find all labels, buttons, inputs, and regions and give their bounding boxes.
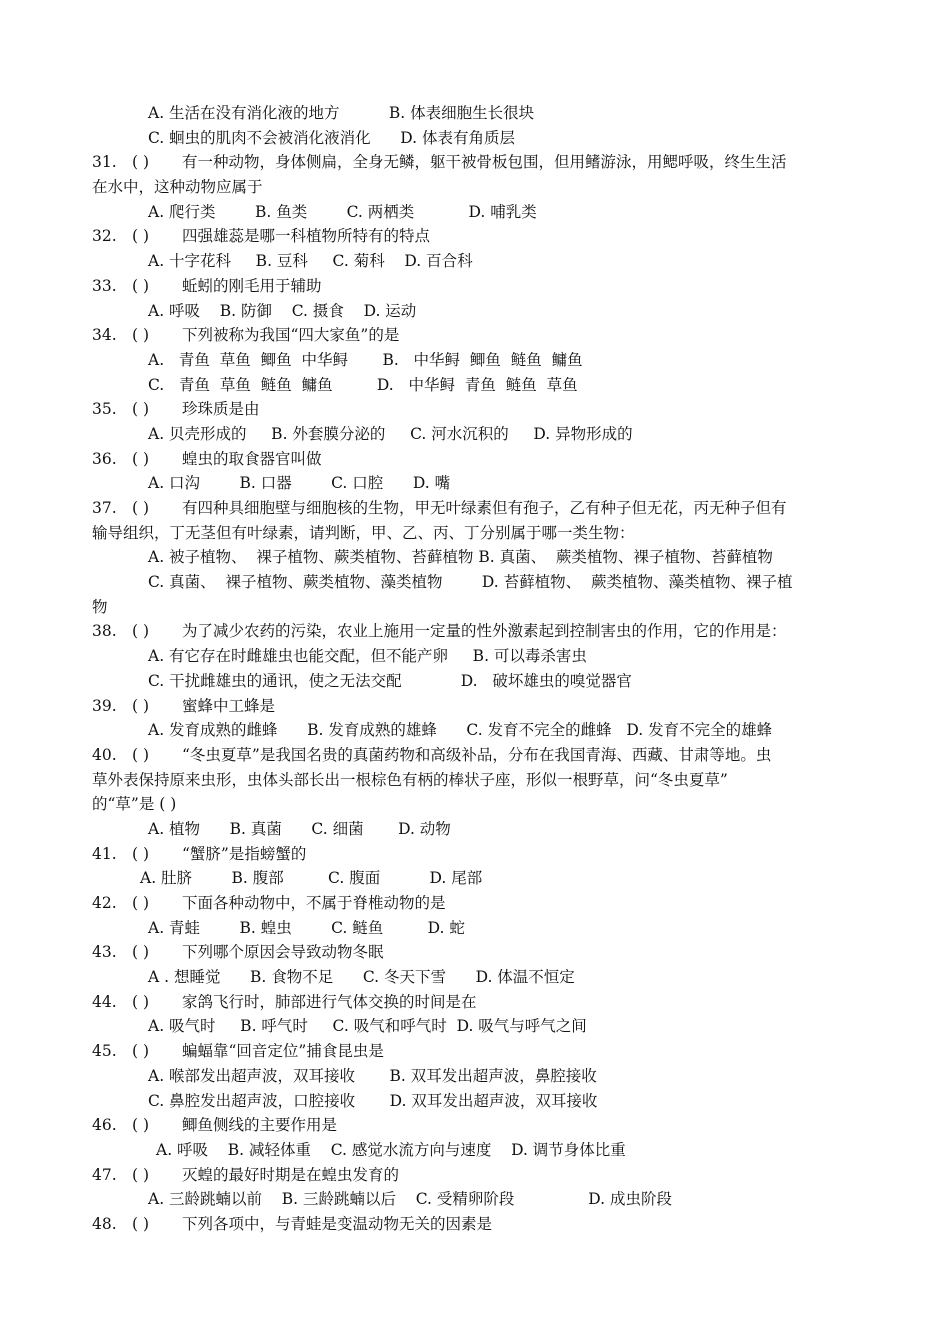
question-number: 42. [92, 894, 117, 912]
answer-options: A. 青蛙 B. 蝗虫 C. 鲢鱼 D. 蛇 [148, 918, 465, 937]
answer-options: A. 有它存在时雌雄虫也能交配，但不能产卵 B. 可以毒杀害虫 [148, 647, 587, 666]
answer-options: A. 生活在没有消化液的地方 B. 体表细胞生长很块 [148, 104, 535, 122]
text-wrap-line: 物 [92, 597, 108, 616]
question-text: 鲫鱼侧线的主要作用是 [182, 1116, 338, 1135]
question-line [92, 447, 872, 472]
answer-options: C. 鼻腔发出超声波，口腔接收 D. 双耳发出超声波，双耳接收 [148, 1091, 598, 1110]
question-text: 下面各种动物中，不属于脊椎动物的是 [182, 894, 446, 912]
answer-options: A. 喉部发出超声波，双耳接收 B. 双耳发出超声波，鼻腔接收 [148, 1066, 597, 1085]
answer-blank: ( ) [132, 153, 150, 172]
answer-options: C. 真菌、 裸子植物、蕨类植物、藻类植物 D. 苔藓植物、 蕨类植物、藻类植物、裸子植 [148, 573, 793, 592]
question-text: 下列哪个原因会导致动物冬眠 [182, 943, 384, 962]
answer-options: C. 青鱼 草鱼 鲢鱼 鳙鱼 D. 中华鲟 青鱼 鲢鱼 草鱼 [148, 375, 578, 394]
question-line [92, 743, 872, 768]
question-line [92, 990, 872, 1015]
question-number: 46. [92, 1116, 117, 1135]
answer-options: A. 呼吸 B. 减轻体重 C. 感觉水流方向与速度 D. 调节身体比重 [156, 1140, 626, 1159]
question-number: 33. [92, 276, 117, 295]
answer-options: A. 十字花科 B. 豆科 C. 菊科 D. 百合科 [148, 252, 473, 271]
answer-blank: ( ) [132, 1116, 150, 1135]
question-text: 灭蝗的最好时期是在蝗虫发育的 [182, 1165, 400, 1184]
answer-options: A. 发育成熟的雌蜂 B. 发育成熟的雄蜂 C. 发育不完全的雌蜂 D. 发育不完全的雄蜂 [148, 721, 773, 740]
question-number: 43. [92, 943, 117, 962]
question-text: 蚯蚓的刚毛用于辅助 [182, 276, 322, 295]
question-text: 蜜蜂中工蜂是 [182, 696, 276, 715]
question-text: 珍珠质是由 [182, 400, 260, 419]
question-line [92, 1212, 872, 1237]
question-text-continued: 草外表保持原来虫形，虫体头部长出一根棕色有柄的棒状子座，形似一根野草，问“冬虫夏草” [92, 770, 728, 789]
answer-blank: ( ) [132, 227, 150, 246]
answer-blank: ( ) [132, 992, 150, 1011]
question-text: “蟹脐”是指螃蟹的 [182, 844, 307, 863]
answer-blank: ( ) [132, 449, 150, 468]
question-line [92, 323, 872, 348]
answer-options: A. 青鱼 草鱼 鲫鱼 中华鲟 B. 中华鲟 鲫鱼 鲢鱼 鳙鱼 [148, 350, 583, 369]
answer-options: A. 被子植物、 裸子植物、蕨类植物、苔藓植物 B. 真菌、 蕨类植物、裸子植物、苔藓植物 [148, 548, 773, 567]
question-text-continued: 在水中，这种动物应属于 [92, 178, 263, 197]
question-line [92, 842, 872, 867]
answer-options: A. 吸气时 B. 呼气时 C. 吸气和呼气时 D. 吸气与呼气之间 [148, 1017, 587, 1036]
question-text: 为了减少农药的污染，农业上施用一定量的性外激素起到控制害虫的作用，它的作用是： [182, 622, 787, 641]
answer-blank: ( ) [132, 400, 150, 419]
question-text: 蝙蝠靠“回音定位”捕食昆虫是 [182, 1042, 384, 1061]
question-number: 48. [92, 1214, 117, 1233]
answer-blank: ( ) [132, 943, 150, 962]
question-number: 40. [92, 745, 117, 764]
answer-options: C. 干扰雌雄虫的通讯，使之无法交配 D. 破坏雄虫的嗅觉器官 [148, 671, 632, 690]
answer-blank: ( ) [132, 894, 150, 912]
question-line [92, 496, 872, 521]
question-line [92, 274, 872, 299]
question-line [92, 224, 872, 249]
question-number: 37. [92, 499, 117, 517]
question-text-continued: 输导组织，丁无茎但有叶绿素，请判断，甲、乙、丙、丁分别属于哪一类生物： [92, 523, 635, 542]
answer-blank: ( ) [132, 1214, 150, 1233]
question-number: 39. [92, 696, 117, 715]
answer-blank: ( ) [132, 622, 150, 641]
question-line [92, 397, 872, 422]
question-line [92, 1113, 872, 1138]
answer-options: A. 口沟 B. 口器 C. 口腔 D. 嘴 [148, 474, 451, 493]
question-number: 47. [92, 1165, 117, 1184]
answer-blank: ( ) [132, 276, 150, 295]
question-line [92, 619, 872, 644]
answer-blank: ( ) [132, 745, 150, 764]
question-text: 有一种动物，身体侧扁，全身无鳞，躯干被骨板包围，但用鳍游泳，用鳃呼吸，终生生活 [182, 153, 787, 172]
question-text-continued: 的“草”是 ( ) [92, 795, 177, 814]
answer-blank: ( ) [132, 1165, 150, 1184]
question-line [92, 694, 872, 719]
question-text: 下列各项中，与青蛙是变温动物无关的因素是 [182, 1214, 493, 1233]
question-text: 下列被称为我国“四大家鱼”的是 [182, 326, 400, 345]
question-text: 四强雄蕊是哪一科植物所特有的特点 [182, 227, 431, 246]
question-number: 31. [92, 153, 117, 172]
question-number: 38. [92, 622, 117, 641]
answer-blank: ( ) [132, 696, 150, 715]
question-text: “冬虫夏草”是我国名贵的真菌药物和高级补品，分布在我国青海、西藏、甘肃等地。虫 [182, 745, 772, 764]
question-number: 36. [92, 449, 117, 468]
answer-options: A. 贝壳形成的 B. 外套膜分泌的 C. 河水沉积的 D. 异物形成的 [148, 424, 633, 443]
question-text: 有四种具细胞壁与细胞核的生物，甲无叶绿素但有孢子，乙有种子但无花，丙无种子但有 [182, 499, 787, 517]
answer-options: A. 呼吸 B. 防御 C. 摄食 D. 运动 [148, 301, 417, 320]
question-number: 35. [92, 400, 117, 419]
question-list [92, 101, 872, 1237]
answer-options: A. 肚脐 B. 腹部 C. 腹面 D. 尾部 [140, 869, 483, 888]
question-line [92, 1039, 872, 1064]
question-number: 32. [92, 227, 117, 246]
answer-blank: ( ) [132, 326, 150, 345]
question-number: 41. [92, 844, 117, 863]
answer-options: A. 爬行类 B. 鱼类 C. 两栖类 D. 哺乳类 [148, 202, 537, 221]
answer-blank: ( ) [132, 844, 150, 863]
answer-options: A. 植物 B. 真菌 C. 细菌 D. 动物 [148, 819, 451, 838]
question-line [92, 891, 872, 916]
question-line [92, 1163, 872, 1188]
question-text: 家鸽飞行时，肺部进行气体交换的时间是在 [182, 992, 477, 1011]
answer-options: A. 三龄跳蝻以前 B. 三龄跳蝻以后 C. 受精卵阶段 D. 成虫阶段 [148, 1190, 673, 1209]
question-line [92, 940, 872, 965]
answer-blank: ( ) [132, 499, 150, 517]
question-number: 34. [92, 326, 117, 345]
question-number: 45. [92, 1042, 117, 1061]
question-line [92, 150, 872, 175]
question-number: 44. [92, 992, 117, 1011]
answer-options: A . 想睡觉 B. 食物不足 C. 冬天下雪 D. 体温不恒定 [148, 968, 575, 987]
answer-blank: ( ) [132, 1042, 150, 1061]
answer-options: C. 蛔虫的肌肉不会被消化液消化 D. 体表有角质层 [148, 128, 515, 147]
question-text: 蝗虫的取食器官叫做 [182, 449, 322, 468]
